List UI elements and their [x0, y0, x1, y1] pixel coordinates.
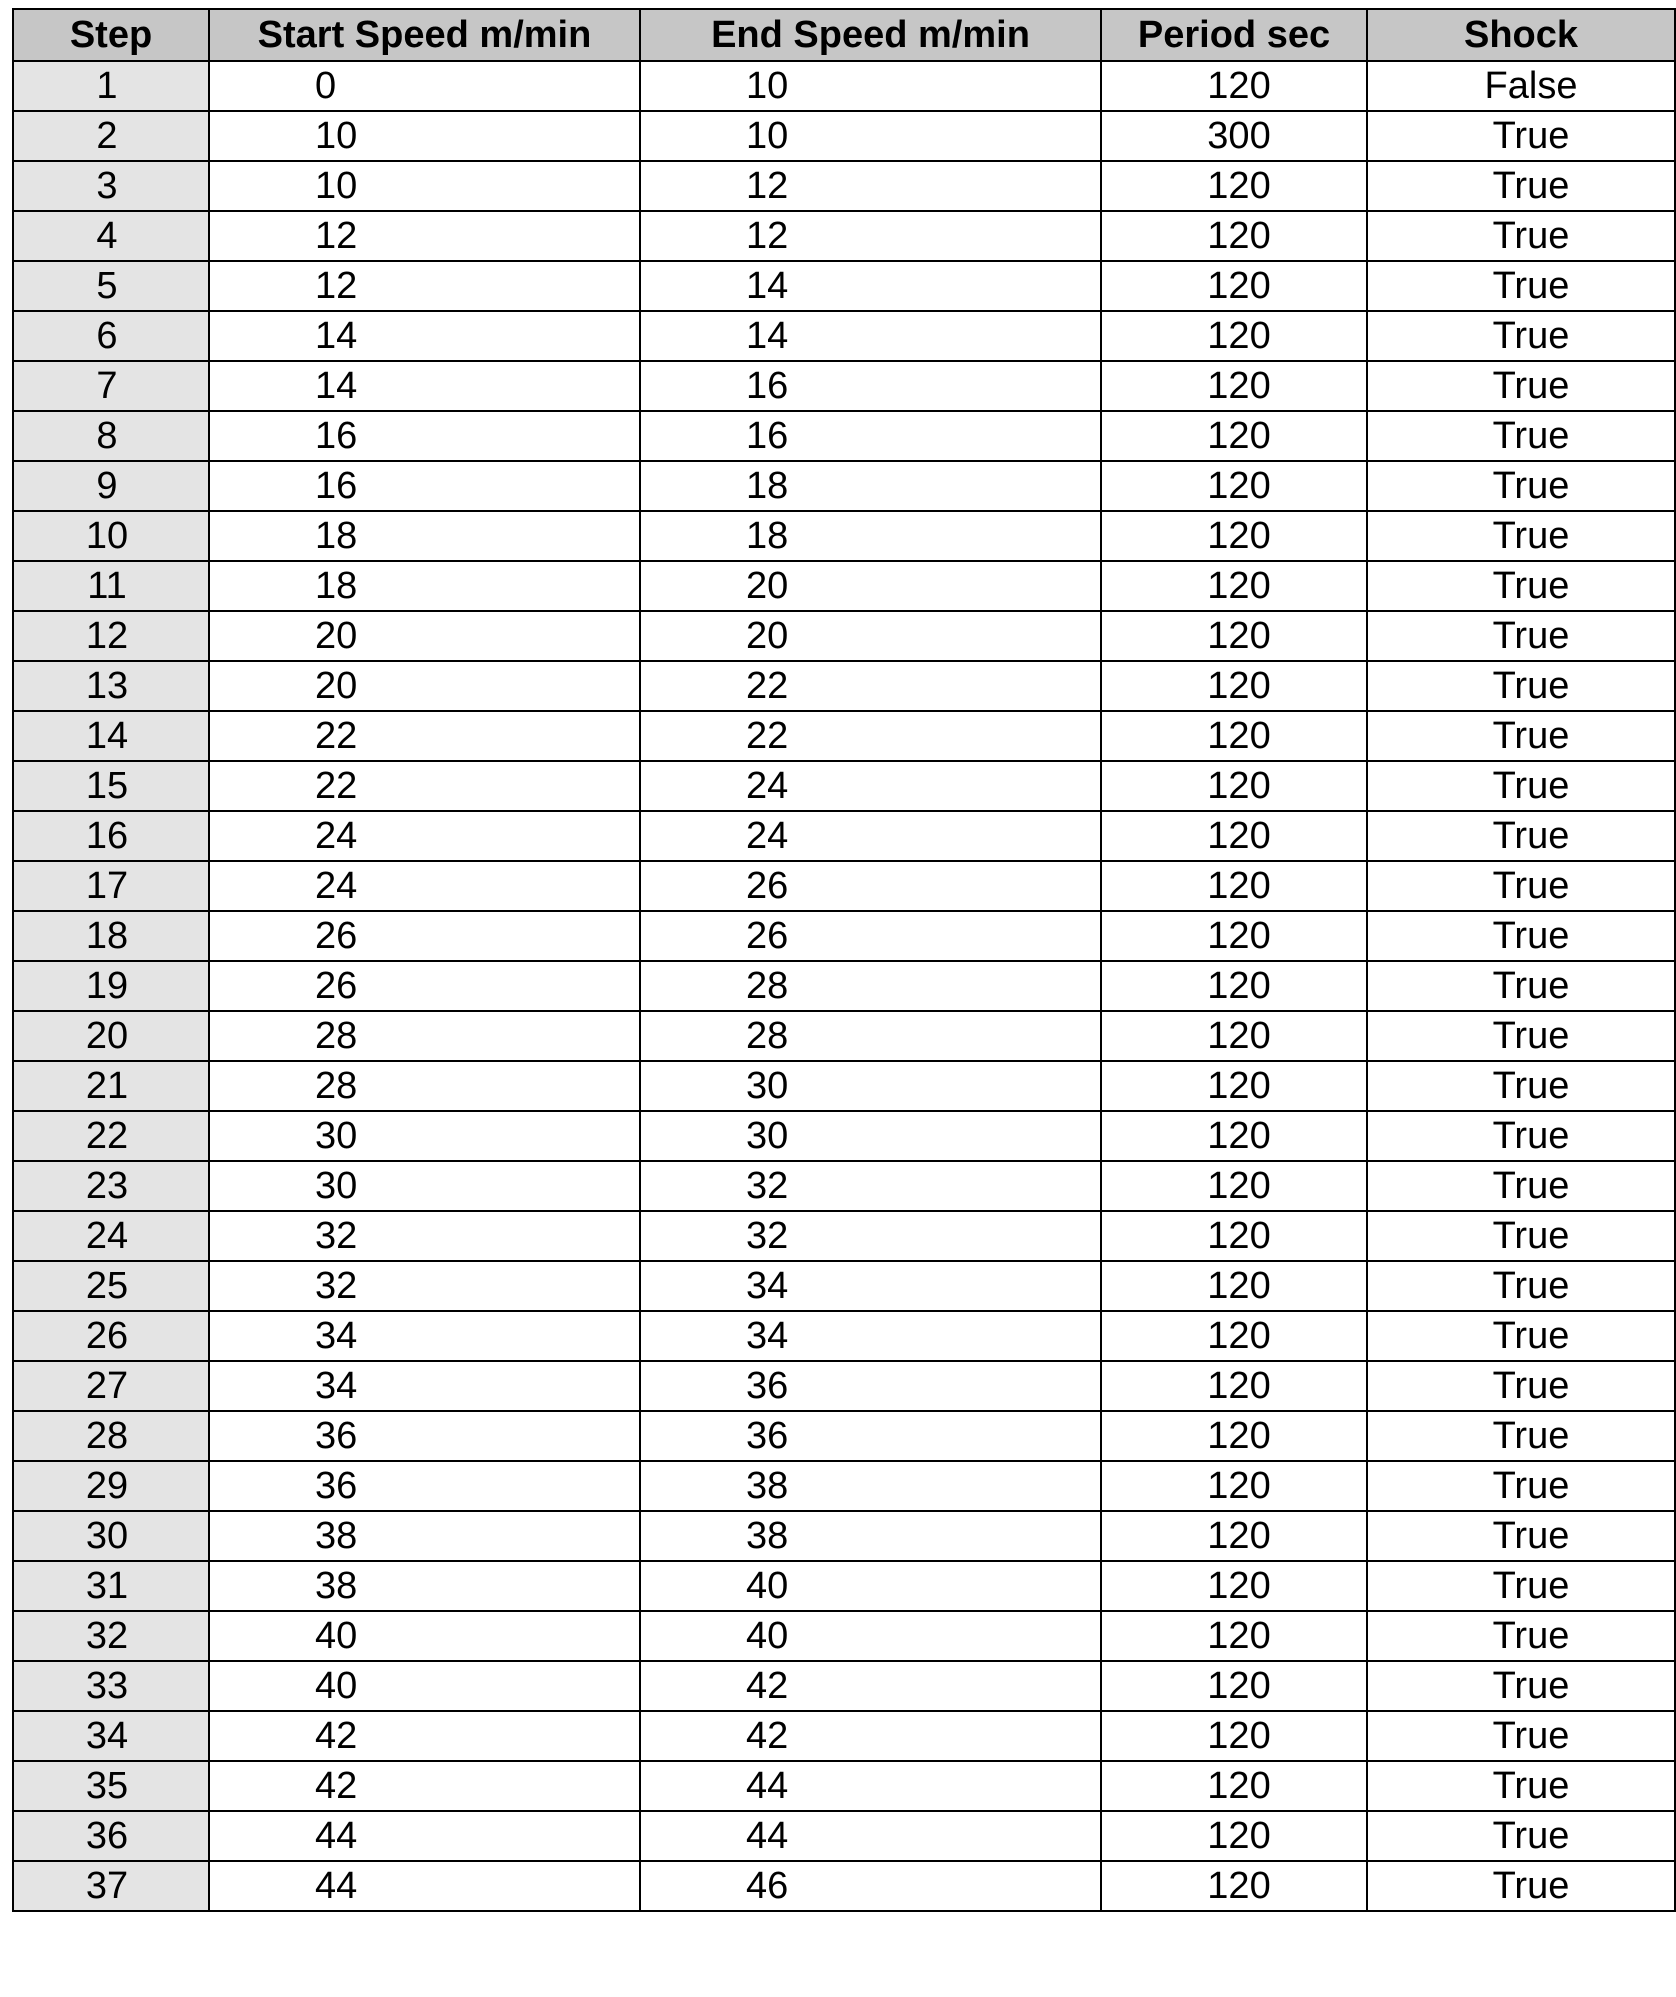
cell-end-speed: 32	[640, 1211, 1101, 1261]
cell-start-speed: 40	[209, 1611, 640, 1661]
cell-end-speed: 18	[640, 461, 1101, 511]
cell-start-speed: 18	[209, 511, 640, 561]
table-row	[13, 761, 1675, 811]
cell-end-speed: 30	[640, 1111, 1101, 1161]
cell-shock: True	[1367, 1661, 1675, 1711]
cell-shock: True	[1367, 1261, 1675, 1311]
table-row	[13, 811, 1675, 861]
cell-end-speed: 22	[640, 711, 1101, 761]
cell-period: 120	[1101, 711, 1367, 761]
cell-start-speed: 32	[209, 1211, 640, 1261]
cell-period: 120	[1101, 1661, 1367, 1711]
table-row	[13, 511, 1675, 561]
cell-start-speed: 42	[209, 1761, 640, 1811]
cell-shock: True	[1367, 1711, 1675, 1761]
cell-shock: True	[1367, 861, 1675, 911]
cell-end-speed: 24	[640, 811, 1101, 861]
cell-step: 34	[13, 1711, 209, 1761]
cell-step: 18	[13, 911, 209, 961]
cell-end-speed: 44	[640, 1811, 1101, 1861]
cell-step: 3	[13, 161, 209, 211]
table-row	[13, 1761, 1675, 1811]
cell-step: 16	[13, 811, 209, 861]
cell-end-speed: 26	[640, 861, 1101, 911]
cell-end-speed: 10	[640, 61, 1101, 111]
cell-shock: True	[1367, 911, 1675, 961]
cell-step: 25	[13, 1261, 209, 1311]
cell-step: 35	[13, 1761, 209, 1811]
table-row	[13, 1661, 1675, 1711]
cell-step: 1	[13, 61, 209, 111]
cell-shock: True	[1367, 661, 1675, 711]
cell-start-speed: 38	[209, 1561, 640, 1611]
cell-start-speed: 30	[209, 1161, 640, 1211]
header-step: Step	[13, 9, 209, 61]
cell-start-speed: 14	[209, 311, 640, 361]
cell-period: 120	[1101, 1611, 1367, 1661]
cell-step: 20	[13, 1011, 209, 1061]
cell-shock: True	[1367, 1211, 1675, 1261]
cell-shock: True	[1367, 711, 1675, 761]
table-row	[13, 261, 1675, 311]
table-row	[13, 1861, 1675, 1911]
cell-start-speed: 16	[209, 461, 640, 511]
table-row	[13, 1461, 1675, 1511]
cell-step: 33	[13, 1661, 209, 1711]
table-row	[13, 661, 1675, 711]
cell-end-speed: 12	[640, 211, 1101, 261]
table-row	[13, 1011, 1675, 1061]
cell-step: 4	[13, 211, 209, 261]
cell-shock: True	[1367, 811, 1675, 861]
table-row	[13, 1711, 1675, 1761]
cell-end-speed: 26	[640, 911, 1101, 961]
cell-period: 120	[1101, 161, 1367, 211]
cell-period: 120	[1101, 311, 1367, 361]
cell-end-speed: 42	[640, 1711, 1101, 1761]
cell-shock: True	[1367, 611, 1675, 661]
header-end-speed: End Speed m/min	[640, 9, 1101, 61]
cell-start-speed: 0	[209, 61, 640, 111]
table-row	[13, 211, 1675, 261]
table-row	[13, 911, 1675, 961]
cell-step: 37	[13, 1861, 209, 1911]
cell-step: 19	[13, 961, 209, 1011]
table-row	[13, 311, 1675, 361]
cell-period: 120	[1101, 911, 1367, 961]
cell-shock: True	[1367, 1861, 1675, 1911]
cell-period: 120	[1101, 1361, 1367, 1411]
cell-shock: True	[1367, 561, 1675, 611]
cell-period: 120	[1101, 261, 1367, 311]
cell-start-speed: 18	[209, 561, 640, 611]
header-shock: Shock	[1367, 9, 1675, 61]
cell-period: 120	[1101, 361, 1367, 411]
cell-period: 120	[1101, 1161, 1367, 1211]
cell-step: 27	[13, 1361, 209, 1411]
cell-start-speed: 44	[209, 1811, 640, 1861]
cell-end-speed: 40	[640, 1611, 1101, 1661]
cell-end-speed: 12	[640, 161, 1101, 211]
cell-step: 22	[13, 1111, 209, 1161]
header-period: Period sec	[1101, 9, 1367, 61]
cell-step: 7	[13, 361, 209, 411]
cell-step: 15	[13, 761, 209, 811]
cell-end-speed: 18	[640, 511, 1101, 561]
cell-shock: True	[1367, 1561, 1675, 1611]
cell-period: 120	[1101, 1311, 1367, 1361]
cell-shock: True	[1367, 1611, 1675, 1661]
cell-shock: True	[1367, 111, 1675, 161]
cell-shock: True	[1367, 1461, 1675, 1511]
table-row	[13, 1061, 1675, 1111]
speed-profile-table-container	[12, 8, 1676, 1912]
cell-step: 21	[13, 1061, 209, 1111]
cell-start-speed: 20	[209, 611, 640, 661]
cell-shock: False	[1367, 61, 1675, 111]
table-row	[13, 1611, 1675, 1661]
cell-step: 17	[13, 861, 209, 911]
cell-step: 26	[13, 1311, 209, 1361]
cell-shock: True	[1367, 761, 1675, 811]
table-row	[13, 1361, 1675, 1411]
cell-start-speed: 22	[209, 711, 640, 761]
cell-period: 120	[1101, 1261, 1367, 1311]
cell-start-speed: 42	[209, 1711, 640, 1761]
table-body	[13, 61, 1675, 1911]
cell-end-speed: 10	[640, 111, 1101, 161]
cell-start-speed: 34	[209, 1361, 640, 1411]
cell-start-speed: 22	[209, 761, 640, 811]
cell-end-speed: 28	[640, 961, 1101, 1011]
cell-end-speed: 32	[640, 1161, 1101, 1211]
cell-period: 120	[1101, 561, 1367, 611]
cell-start-speed: 34	[209, 1311, 640, 1361]
cell-step: 10	[13, 511, 209, 561]
cell-end-speed: 40	[640, 1561, 1101, 1611]
cell-end-speed: 36	[640, 1361, 1101, 1411]
cell-end-speed: 38	[640, 1461, 1101, 1511]
cell-shock: True	[1367, 1811, 1675, 1861]
cell-start-speed: 26	[209, 911, 640, 961]
cell-start-speed: 36	[209, 1411, 640, 1461]
cell-end-speed: 46	[640, 1861, 1101, 1911]
cell-shock: True	[1367, 1511, 1675, 1561]
cell-end-speed: 14	[640, 311, 1101, 361]
cell-period: 120	[1101, 1411, 1367, 1461]
cell-start-speed: 14	[209, 361, 640, 411]
cell-period: 120	[1101, 1811, 1367, 1861]
cell-shock: True	[1367, 261, 1675, 311]
cell-period: 120	[1101, 1111, 1367, 1161]
cell-period: 120	[1101, 861, 1367, 911]
cell-start-speed: 38	[209, 1511, 640, 1561]
cell-end-speed: 38	[640, 1511, 1101, 1561]
cell-start-speed: 36	[209, 1461, 640, 1511]
cell-shock: True	[1367, 1011, 1675, 1061]
cell-start-speed: 28	[209, 1011, 640, 1061]
cell-start-speed: 12	[209, 211, 640, 261]
cell-shock: True	[1367, 1061, 1675, 1111]
table-header	[13, 9, 1675, 61]
table-row	[13, 711, 1675, 761]
header-start-speed: Start Speed m/min	[209, 9, 640, 61]
cell-start-speed: 24	[209, 861, 640, 911]
cell-step: 2	[13, 111, 209, 161]
table-row	[13, 1261, 1675, 1311]
cell-step: 32	[13, 1611, 209, 1661]
cell-end-speed: 16	[640, 411, 1101, 461]
cell-shock: True	[1367, 311, 1675, 361]
table-row	[13, 1161, 1675, 1211]
cell-shock: True	[1367, 411, 1675, 461]
cell-start-speed: 28	[209, 1061, 640, 1111]
cell-end-speed: 20	[640, 611, 1101, 661]
cell-end-speed: 30	[640, 1061, 1101, 1111]
table-row	[13, 61, 1675, 111]
cell-period: 120	[1101, 661, 1367, 711]
cell-start-speed: 30	[209, 1111, 640, 1161]
cell-step: 8	[13, 411, 209, 461]
cell-period: 120	[1101, 411, 1367, 461]
cell-start-speed: 12	[209, 261, 640, 311]
cell-start-speed: 40	[209, 1661, 640, 1711]
cell-period: 120	[1101, 1561, 1367, 1611]
cell-start-speed: 10	[209, 161, 640, 211]
cell-shock: True	[1367, 161, 1675, 211]
cell-period: 120	[1101, 1511, 1367, 1561]
header-row	[13, 9, 1675, 61]
cell-step: 28	[13, 1411, 209, 1461]
cell-step: 9	[13, 461, 209, 511]
cell-start-speed: 24	[209, 811, 640, 861]
cell-start-speed: 10	[209, 111, 640, 161]
cell-end-speed: 22	[640, 661, 1101, 711]
table-row	[13, 611, 1675, 661]
cell-shock: True	[1367, 1761, 1675, 1811]
cell-period: 120	[1101, 1011, 1367, 1061]
table-row	[13, 361, 1675, 411]
table-row	[13, 411, 1675, 461]
cell-step: 13	[13, 661, 209, 711]
cell-shock: True	[1367, 511, 1675, 561]
cell-period: 120	[1101, 961, 1367, 1011]
cell-step: 6	[13, 311, 209, 361]
table-row	[13, 1311, 1675, 1361]
table-row	[13, 1561, 1675, 1611]
cell-step: 29	[13, 1461, 209, 1511]
cell-start-speed: 32	[209, 1261, 640, 1311]
cell-shock: True	[1367, 1311, 1675, 1361]
cell-end-speed: 36	[640, 1411, 1101, 1461]
cell-step: 36	[13, 1811, 209, 1861]
cell-shock: True	[1367, 361, 1675, 411]
cell-end-speed: 16	[640, 361, 1101, 411]
cell-period: 120	[1101, 761, 1367, 811]
cell-period: 120	[1101, 1711, 1367, 1761]
cell-period: 120	[1101, 1211, 1367, 1261]
cell-shock: True	[1367, 461, 1675, 511]
table-row	[13, 1111, 1675, 1161]
cell-step: 23	[13, 1161, 209, 1211]
cell-start-speed: 16	[209, 411, 640, 461]
table-row	[13, 1411, 1675, 1461]
cell-period: 120	[1101, 611, 1367, 661]
cell-shock: True	[1367, 1161, 1675, 1211]
cell-period: 300	[1101, 111, 1367, 161]
speed-profile-table	[12, 8, 1676, 1912]
table-row	[13, 861, 1675, 911]
table-row	[13, 961, 1675, 1011]
cell-shock: True	[1367, 961, 1675, 1011]
cell-period: 120	[1101, 211, 1367, 261]
table-row	[13, 1811, 1675, 1861]
cell-period: 120	[1101, 1061, 1367, 1111]
cell-shock: True	[1367, 1111, 1675, 1161]
cell-end-speed: 24	[640, 761, 1101, 811]
cell-step: 5	[13, 261, 209, 311]
table-row	[13, 1211, 1675, 1261]
table-row	[13, 461, 1675, 511]
table-row	[13, 111, 1675, 161]
cell-end-speed: 44	[640, 1761, 1101, 1811]
table-row	[13, 1511, 1675, 1561]
cell-end-speed: 28	[640, 1011, 1101, 1061]
cell-start-speed: 20	[209, 661, 640, 711]
cell-shock: True	[1367, 1411, 1675, 1461]
cell-end-speed: 14	[640, 261, 1101, 311]
cell-period: 120	[1101, 1461, 1367, 1511]
cell-step: 30	[13, 1511, 209, 1561]
cell-shock: True	[1367, 1361, 1675, 1411]
cell-step: 24	[13, 1211, 209, 1261]
table-row	[13, 161, 1675, 211]
table-row	[13, 561, 1675, 611]
cell-period: 120	[1101, 811, 1367, 861]
cell-start-speed: 26	[209, 961, 640, 1011]
cell-period: 120	[1101, 61, 1367, 111]
cell-step: 14	[13, 711, 209, 761]
cell-period: 120	[1101, 1861, 1367, 1911]
cell-end-speed: 20	[640, 561, 1101, 611]
cell-end-speed: 34	[640, 1311, 1101, 1361]
cell-period: 120	[1101, 461, 1367, 511]
cell-end-speed: 42	[640, 1661, 1101, 1711]
cell-start-speed: 44	[209, 1861, 640, 1911]
cell-step: 31	[13, 1561, 209, 1611]
cell-end-speed: 34	[640, 1261, 1101, 1311]
cell-period: 120	[1101, 511, 1367, 561]
cell-shock: True	[1367, 211, 1675, 261]
cell-step: 11	[13, 561, 209, 611]
cell-period: 120	[1101, 1761, 1367, 1811]
cell-step: 12	[13, 611, 209, 661]
